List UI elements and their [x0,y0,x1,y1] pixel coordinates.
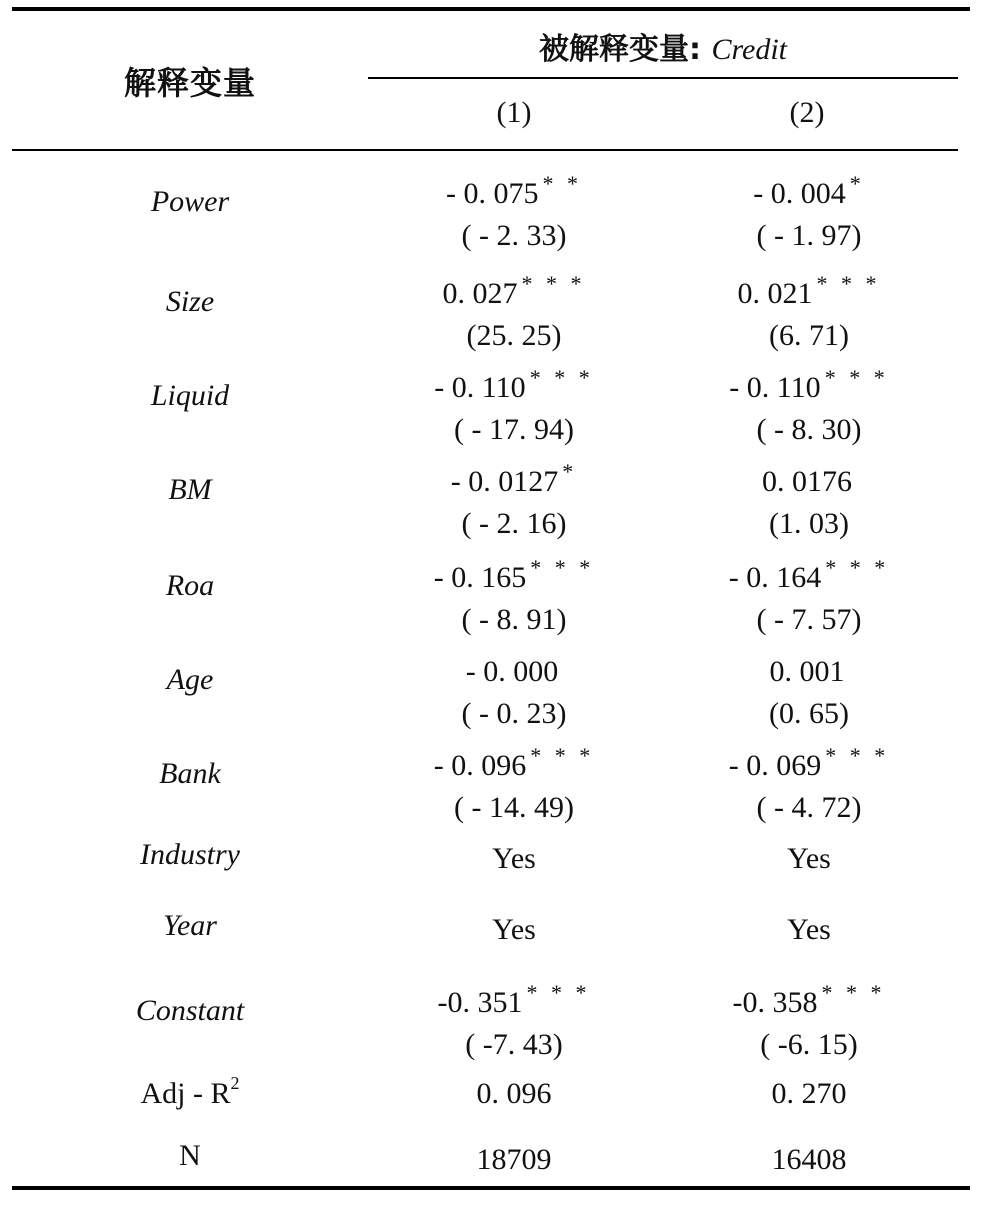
t-stat: ( - 2. 33) [461,219,567,252]
stat-cell: 18709 [476,1143,552,1176]
coef-cell [364,263,664,357]
row-label: Age [166,663,214,696]
t-stat: ( -6. 15) [760,1028,858,1061]
control-cell: Yes [787,842,831,875]
row-label: Bank [159,757,221,790]
coef-value: - 0. 075 [446,177,539,210]
row-label: Size [165,285,215,318]
significance-stars: * * [542,171,582,196]
coef-cell [364,641,664,735]
coef-value: - 0. 069 [728,749,822,782]
control-cell: Yes [492,842,536,875]
coef-cell [659,263,959,357]
coef-cell [659,972,959,1066]
coef-cell [659,357,959,451]
column-header-2: (2) [789,96,825,129]
row-label: Year [163,909,217,942]
row-label: Constant [135,994,245,1027]
significance-stars: * * * [824,365,889,390]
control-cell: Yes [787,913,831,946]
significance-stars: * * * [816,271,881,296]
significance-stars: * [562,459,578,484]
significance-stars: * * * [526,980,591,1005]
row-label: N [179,1139,201,1172]
row-label [40,1073,340,1111]
dependent-variable-header [368,24,958,68]
adj-r-label: Adj - R [140,1077,231,1110]
significance-stars: * * * [521,271,586,296]
coef-value: - 0. 096 [433,749,527,782]
coef-value: 0. 0176 [762,465,852,498]
coef-cell [364,547,664,641]
t-stat: (0. 65) [769,697,849,730]
dependent-prefix: 被解释变量: [538,32,712,67]
t-stat: ( - 8. 91) [461,603,567,636]
t-stat: ( - 2. 16) [461,507,567,540]
coef-value: 0. 027 [442,277,518,310]
significance-stars: * * * [530,743,595,768]
coef-value: -0. 351 [437,986,523,1019]
significance-stars: * * * [821,980,886,1005]
row-label: Roa [165,569,215,602]
stat-cell: 0. 096 [476,1077,552,1110]
t-stat: (6. 71) [769,319,849,352]
coef-cell [364,451,664,545]
column-span-rule [368,77,958,79]
coef-cell [659,163,959,257]
stub-header: 解释变量 [123,64,256,102]
coef-value: 0. 021 [737,277,813,310]
significance-stars: * * * [529,365,594,390]
row-label: Liquid [150,379,230,412]
control-cell: Yes [492,913,536,946]
t-stat: (1. 03) [769,507,849,540]
superscript: 2 [230,1073,240,1093]
coef-cell [364,357,664,451]
coef-value: - 0. 110 [729,371,821,404]
t-stat: ( - 4. 72) [756,791,862,824]
coef-value: - 0. 165 [433,561,527,594]
stat-cell: 0. 270 [771,1077,847,1110]
coef-cell [364,163,664,257]
stat-cell: 16408 [771,1143,847,1176]
coef-cell [659,547,959,641]
coef-cell [659,735,959,829]
significance-stars: * * * [530,555,595,580]
coef-value: - 0. 000 [465,655,559,688]
header-rule [12,149,958,151]
column-header-1: (1) [496,96,532,129]
significance-stars: * * * [825,555,890,580]
coef-value: - 0. 110 [434,371,526,404]
row-label: Industry [140,838,240,871]
coef-cell [659,641,959,735]
coef-value: - 0. 164 [728,561,822,594]
t-stat: ( - 7. 57) [756,603,862,636]
t-stat: ( - 1. 97) [756,219,862,252]
significance-stars: * [849,171,865,196]
t-stat: ( - 17. 94) [454,413,574,446]
t-stat: ( -7. 43) [465,1028,563,1061]
coef-cell [659,451,959,545]
coef-cell [364,735,664,829]
row-label: Power [150,185,230,218]
coef-value: - 0. 004 [753,177,846,210]
dependent-var: Credit [711,33,787,66]
t-stat: (25. 25) [466,319,562,352]
significance-stars: * * * [825,743,890,768]
bottom-rule [12,1186,970,1190]
coef-value: 0. 001 [769,655,845,688]
coef-value: -0. 358 [732,986,818,1019]
top-rule [12,7,970,11]
t-stat: ( - 8. 30) [756,413,862,446]
t-stat: ( - 0. 23) [461,697,567,730]
coef-value: - 0. 0127 [450,465,559,498]
t-stat: ( - 14. 49) [454,791,574,824]
row-label: BM [168,473,212,506]
coef-cell [364,972,664,1066]
